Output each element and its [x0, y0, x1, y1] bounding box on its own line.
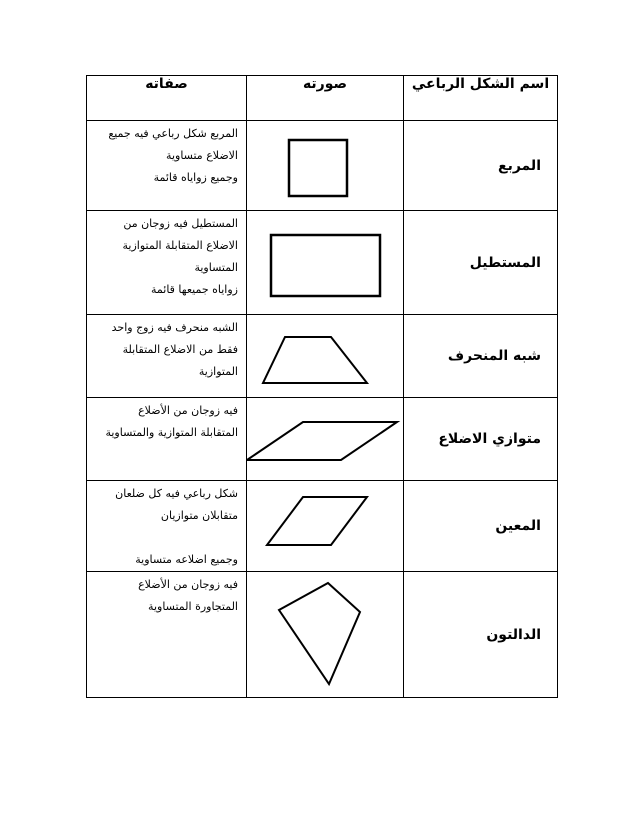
property-line: الشبه منحرف فيه زوج واحد [111, 321, 238, 334]
shape-properties-cell [87, 398, 247, 481]
shape-name-cell [404, 211, 558, 315]
shape-image-cell [247, 481, 404, 572]
property-line: الاضلاع متساوية [166, 149, 238, 162]
property-line: المتوازية [198, 365, 238, 378]
shape-name-cell [404, 572, 558, 698]
shape-properties-cell [87, 121, 247, 211]
property-line: المستطيل فيه زوجان من [123, 217, 238, 230]
property-line: المتقابلة المتوازية والمتساوية [105, 426, 238, 439]
shape-properties-cell [87, 315, 247, 398]
kite-shape-icon [247, 572, 403, 697]
header-properties: صفاته [87, 76, 247, 121]
header-row [87, 76, 558, 121]
square-shape-icon [247, 121, 403, 210]
shape-name: شبه المنحرف [447, 348, 541, 364]
shape-name: المعين [495, 518, 541, 534]
table-row-kite [87, 572, 558, 698]
shape-name-cell [404, 315, 558, 398]
property-line: متقابلان متوازيان [160, 509, 238, 522]
table-row-parallelogram [87, 398, 558, 481]
property-line: وجميع زواياه قائمة [153, 171, 238, 184]
shape-image-cell [247, 211, 404, 315]
property-line: شكل رباعي فيه كل ضلعان [115, 487, 238, 500]
shape-properties-cell [87, 211, 247, 315]
property-line: وجميع اضلاعه متساوية [135, 553, 238, 566]
header-image: صورته [247, 76, 404, 121]
property-line: المربع شكل رباعي فيه جميع [108, 127, 238, 140]
rectangle-shape-icon [247, 211, 403, 314]
property-line: زواياه جميعها قائمة [151, 283, 238, 296]
shape-properties-cell [87, 481, 247, 572]
shape-name-cell [404, 398, 558, 481]
table-row-rectangle [87, 211, 558, 315]
shape-image-cell [247, 398, 404, 481]
shape-name-cell [404, 481, 558, 572]
property-line: فيه زوجان من الأضلاع [138, 578, 238, 591]
property-line: الاضلاع المتقابلة المتوازية [122, 239, 238, 252]
shapes-sheet [86, 75, 557, 697]
shape-name: متوازي الاضلاع [438, 431, 541, 447]
trapezoid-shape-icon [247, 315, 403, 397]
table-row-trapezoid [87, 315, 558, 398]
quadrilaterals-table [86, 75, 558, 698]
parallelogram-shape-icon [247, 398, 403, 480]
rhombus-shape-icon [247, 481, 403, 569]
property-line: فيه زوجان من الأضلاع [138, 404, 238, 417]
property-line: المتجاورة المتساوية [148, 600, 238, 613]
table-row-rhombus [87, 481, 558, 572]
shape-image-cell [247, 121, 404, 211]
table-row-square [87, 121, 558, 211]
shape-image-cell [247, 572, 404, 698]
header-name: اسم الشكل الرباعي [404, 76, 558, 121]
property-line [91, 527, 238, 549]
shape-name: المستطيل [469, 254, 541, 271]
shape-name-cell [404, 121, 558, 211]
shape-properties-cell [87, 572, 247, 698]
property-line: فقط من الاضلاع المتقابلة [122, 343, 238, 356]
shape-name: المربع [498, 157, 541, 174]
shape-image-cell [247, 315, 404, 398]
property-line: المتساوية [194, 261, 238, 274]
shape-name: الدالتون [486, 626, 541, 643]
